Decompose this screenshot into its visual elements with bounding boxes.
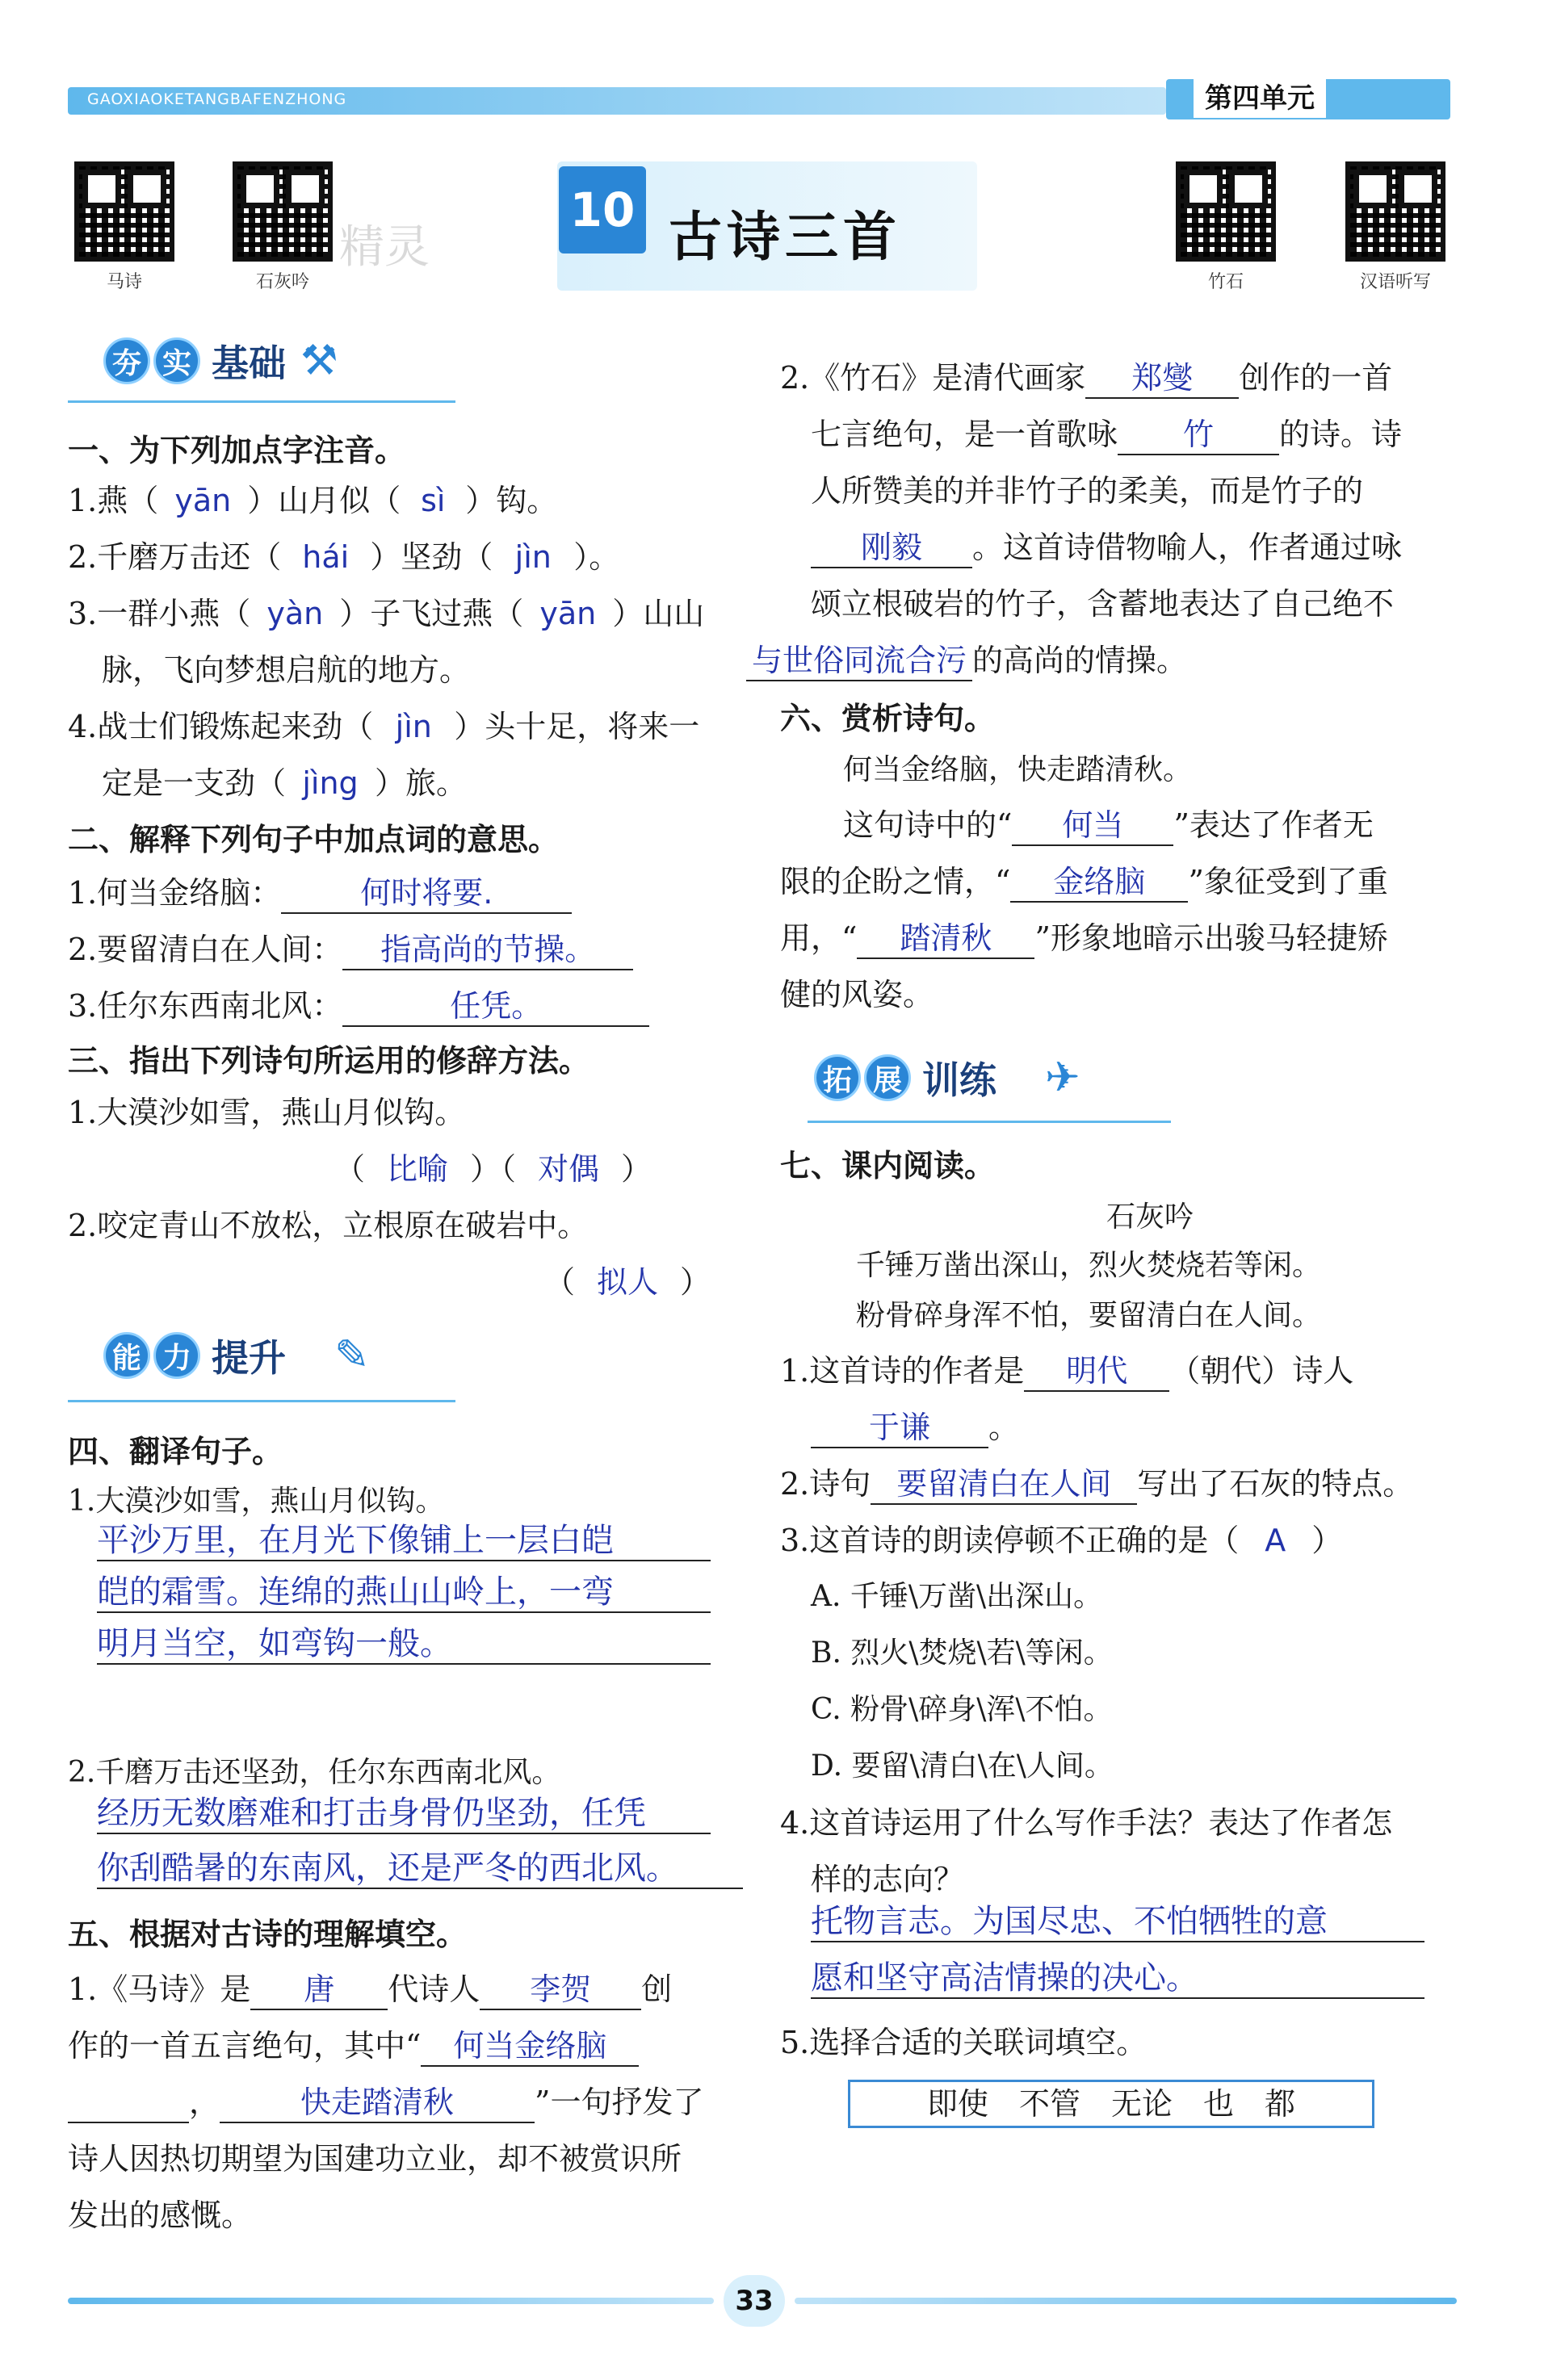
q5-item-1-line-3: ， 快走踏清秋 ”一句抒发了 [68, 2083, 703, 2123]
q3-title: 三、指出下列诗句所运用的修辞方法。 [68, 1043, 590, 1079]
hammer-icon: ⚒ [300, 337, 338, 385]
answer: 金络脑 [1010, 862, 1188, 903]
section-title: 提升 [212, 1336, 286, 1380]
q2-item-2: 2.要留清白在人间： 指高尚的节操。 [68, 930, 633, 970]
answer: 指高尚的节操。 [342, 930, 633, 970]
unit-label-text: 第四单元 [1194, 79, 1326, 118]
answer: A [1265, 1523, 1286, 1558]
answer: 竹 [1118, 415, 1279, 455]
q1-item-1: 1.燕（ yān ）山月似（ sì ）钩。 [68, 483, 558, 518]
q4-item-1: 1.大漠沙如雪，燕山月似钩。 [68, 1485, 445, 1518]
q7-s3-option-b: B. 烈火\焚烧\若\等闲。 [811, 1636, 1113, 1670]
answer: 何当 [1012, 806, 1173, 846]
section-char: 实 [153, 337, 200, 384]
q7-s4-answer-line-2: 愿和坚守高洁情操的决心。 [811, 1959, 1424, 1999]
section-ability [103, 1329, 370, 1382]
q2-item-1: 1.何当金络脑： 何时将要. [68, 874, 572, 914]
q4-item-1-answer-line-2: 皑的霜雪。连绵的燕山山岭上，一弯 [97, 1573, 711, 1613]
answer: yàn [266, 596, 324, 631]
q4-item-2-answer-line-2: 你刮酷暑的东南风，还是严冬的西北风。 [97, 1849, 743, 1889]
q5-item-1-line-1: 1.《马诗》是 唐 代诗人 李贺 创 [68, 1970, 672, 2010]
q7-s4-answer-line-1: 托物言志。为国尽忠、不怕牺牲的意 [811, 1902, 1424, 1942]
q7-s2: 2.诗句 要留清白在人间 写出了石灰的特点。 [780, 1464, 1413, 1505]
q5-item-2-line-6: 与世俗同流合污 的高尚的情操。 [746, 641, 1187, 681]
pencil-icon: ✎ [334, 1331, 370, 1380]
qr-code-zhu-shi[interactable] [1176, 161, 1276, 262]
q5-title: 五、根据对古诗的理解填空。 [68, 1917, 468, 1952]
q5-item-1-line-4: 诗人因热切期望为国建功立业，却不被赏识所 [68, 2141, 682, 2177]
q7-s1-line-1: 1.这首诗的作者是 明代 （朝代）诗人 [780, 1351, 1353, 1392]
answer: 任凭。 [342, 987, 649, 1027]
section-char: 展 [864, 1054, 911, 1101]
section-char: 力 [153, 1332, 200, 1379]
conjunction-word-box: 即使 不管 无论 也 都 [848, 2080, 1374, 2128]
answer: 何当金络脑 [421, 2026, 639, 2067]
q7-s1-line-2: 于谦 。 [811, 1408, 1019, 1448]
header-pinyin: GAOXIAOKETANGBAFENZHONG [87, 90, 347, 108]
lesson-number: 10 [559, 166, 646, 254]
q7-s4-question-1: 4.这首诗运用了什么写作手法？表达了作者怎 [780, 1805, 1393, 1841]
answer: 要留清白在人间 [871, 1464, 1137, 1505]
qr-code-shi-hui-yin[interactable] [233, 161, 333, 262]
q6-line-2: 限的企盼之情，“ 金络脑 ”象征受到了重 [780, 862, 1388, 903]
answer: jìn [514, 539, 552, 575]
q7-title: 七、课内阅读。 [780, 1148, 996, 1184]
q3-item-1: 1.大漠沙如雪，燕山月似钩。 [68, 1095, 466, 1130]
qr-label: 马诗 [106, 272, 142, 292]
q1-title: 一、为下列加点字注音。 [68, 433, 406, 468]
answer: 李贺 [480, 1970, 641, 2010]
section-rule [808, 1121, 1171, 1123]
answer: 快走踏清秋 [220, 2083, 535, 2123]
paper-plane-icon: ✈ [1045, 1054, 1080, 1102]
q7-s3-option-c: C. 粉骨\碎身\浑\不怕。 [811, 1693, 1113, 1726]
q6-line-3: 用，“ 踏清秋 ”形象地暗示出骏马轻捷矫 [780, 919, 1388, 959]
section-basic [103, 334, 338, 388]
answer: 何时将要. [281, 874, 572, 914]
q4-item-2-answer-line-1: 经历无数磨难和打击身骨仍坚劲，任凭 [97, 1794, 711, 1834]
q5-item-2-line-5: 颂立根破岩的竹子，含蓄地表达了自己绝不 [811, 586, 1395, 622]
qr-code-hanyu-tingxie[interactable] [1345, 161, 1445, 262]
answer: sì [421, 483, 446, 518]
q7-poem-line-2: 粉骨碎身浑不怕，要留清白在人间。 [856, 1299, 1322, 1332]
q5-item-1-line-2: 作的一首五言绝句，其中“ 何当金络脑 [68, 2026, 639, 2067]
q4-item-1-answer-line-3: 明月当空，如弯钩一般。 [97, 1624, 711, 1665]
q5-item-2-line-4: 刚毅 。这首诗借物喻人，作者通过咏 [811, 528, 1402, 568]
q7-s4-question-2: 样的志向？ [811, 1862, 965, 1897]
qr-label: 汉语听写 [1359, 272, 1431, 292]
q4-title: 四、翻译句子。 [68, 1434, 283, 1469]
q6-line-4: 健的风姿。 [780, 977, 934, 1012]
q2-title: 二、解释下列句子中加点词的意思。 [68, 822, 560, 857]
q5-item-2-line-3: 人所赞美的并非竹子的柔美，而是竹子的 [811, 473, 1364, 509]
section-char: 能 [103, 1332, 150, 1379]
q4-item-2: 2.千磨万击还坚劲，任尔东西南北风。 [68, 1756, 561, 1789]
q1-item-3-cont: 脉，飞向梦想启航的地方。 [102, 652, 471, 688]
q5-item-2-line-2: 七言绝句，是一首歌咏 竹 的诗。诗 [811, 415, 1402, 455]
footer-rule-left [68, 2298, 714, 2304]
q6-poem: 何当金络脑，快走踏清秋。 [843, 753, 1193, 786]
q7-s3-option-d: D. 要留\清白\在\人间。 [811, 1749, 1114, 1783]
q3-item-2: 2.咬定青山不放松，立根原在破岩中。 [68, 1208, 589, 1243]
q6-line-1: 这句诗中的“ 何当 ”表达了作者无 [843, 806, 1374, 846]
q7-poem-title: 石灰吟 [1106, 1200, 1194, 1234]
answer: 拟人 [597, 1264, 659, 1300]
header-banner [68, 87, 1166, 115]
q3-item-1-answers: （ 比喻 ）（ 对偶 ） [334, 1151, 652, 1187]
lesson-title: 古诗三首 [669, 206, 901, 268]
answer: jìng [302, 765, 359, 801]
section-title: 训练 [922, 1058, 996, 1102]
qr-label: 竹石 [1207, 272, 1244, 292]
answer: yān [539, 596, 597, 631]
footer-rule-right [795, 2298, 1457, 2304]
section-char: 夯 [103, 337, 150, 384]
answer: 比喻 [387, 1151, 449, 1187]
answer: 明代 [1024, 1351, 1169, 1392]
answer: jìn [395, 709, 432, 744]
qr-label: 石灰吟 [255, 272, 309, 292]
section-char: 拓 [814, 1054, 861, 1101]
q6-title: 六、赏析诗句。 [780, 701, 996, 736]
q3-item-2-answer: （ 拟人 ） [544, 1264, 711, 1300]
answer: 于谦 [811, 1408, 988, 1448]
q7-s3: 3.这首诗的朗读停顿不正确的是（ A ） [780, 1523, 1343, 1558]
watermark-text: 精灵 [339, 221, 430, 274]
answer: 唐 [250, 1970, 388, 2010]
page-number: 33 [724, 2275, 785, 2327]
q5-item-2-line-1: 2.《竹石》是清代画家 郑燮 创作的一首 [780, 358, 1392, 399]
qr-code-ma-shi[interactable] [74, 161, 174, 262]
q4-item-1-answer-line-1: 平沙万里，在月光下像铺上一层白皑 [97, 1521, 711, 1561]
section-rule [68, 400, 455, 403]
answer: yān [174, 483, 232, 518]
answer: 郑燮 [1085, 358, 1239, 399]
q1-item-2: 2.千磨万击还（ hái ）坚劲（ jìn ）。 [68, 539, 620, 575]
answer: 对偶 [538, 1151, 600, 1187]
q7-s5: 5.选择合适的关联词填空。 [780, 2025, 1148, 2060]
q1-item-3: 3.一群小燕（ yàn ）子飞过燕（ yān ）山山 [68, 596, 705, 631]
q1-item-4-cont: 定是一支劲（ jìng ）旅。 [102, 765, 468, 801]
q2-item-3: 3.任尔东西南北风： 任凭。 [68, 987, 649, 1027]
section-extend [814, 1051, 1080, 1104]
section-rule [68, 1400, 455, 1402]
section-title: 基础 [212, 341, 286, 385]
q7-s3-option-a: A. 千锤\万凿\出深山。 [811, 1580, 1103, 1613]
q5-item-1-line-5: 发出的感慨。 [68, 2198, 253, 2233]
answer: 刚毅 [811, 528, 972, 568]
q1-item-4: 4.战士们锻炼起来劲（ jìn ）头十足，将来一 [68, 709, 700, 744]
answer: hái [302, 539, 350, 575]
q7-poem-line-1: 千锤万凿出深山，烈火焚烧若等闲。 [856, 1249, 1322, 1282]
answer: 与世俗同流合污 [746, 641, 972, 681]
answer: 踏清秋 [857, 919, 1034, 959]
